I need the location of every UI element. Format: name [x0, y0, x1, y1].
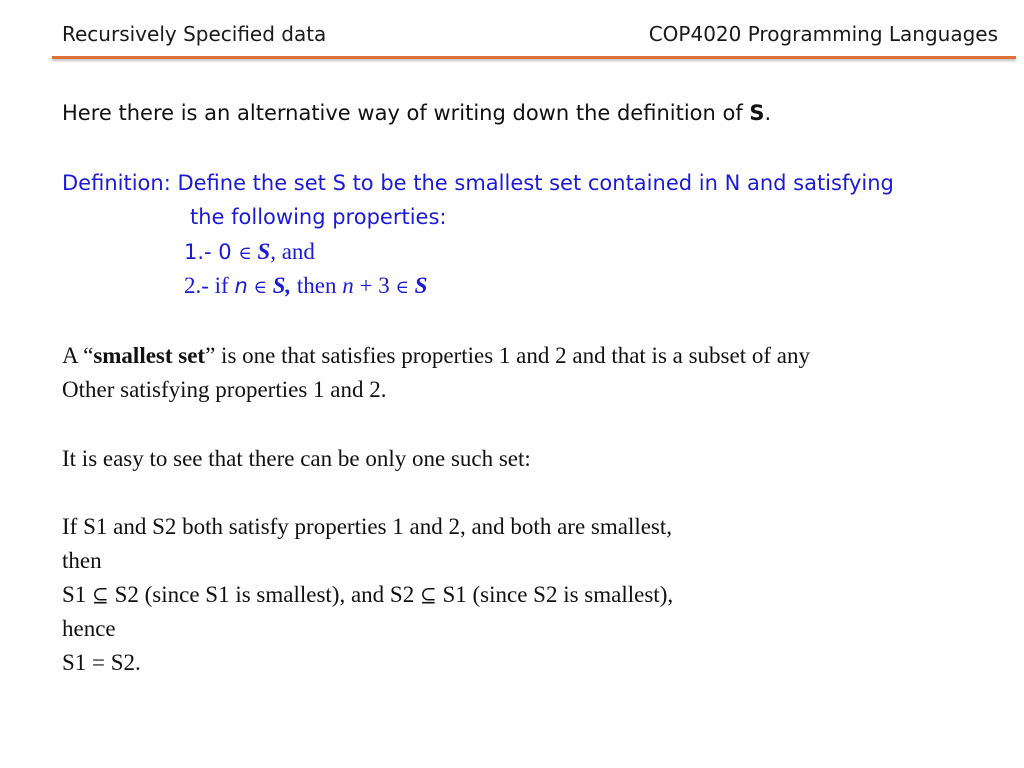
property-2-set: S, [272, 273, 292, 298]
intro-line [62, 101, 771, 125]
intro-text: Here there is an alternative way of writing down the definition of [62, 101, 750, 125]
subset-symbol: ⊆ [419, 585, 437, 607]
proof-line-2: then [62, 548, 102, 573]
uniqueness-claim: It is easy to see that there can be only one such set: [62, 446, 531, 471]
definition-line-1: Definition: Define the set S to be the smallest set contained in N and satisfying [62, 171, 894, 195]
property-1-suffix: , and [270, 239, 315, 264]
property-1 [184, 239, 315, 265]
proof-line-5: S1 = S2. [62, 650, 141, 675]
element-of-symbol: ∈ [395, 277, 409, 297]
element-of-symbol: ∈ [253, 277, 267, 297]
property-2-prefix: 2.- if [184, 273, 235, 298]
property-1-set: S [257, 239, 271, 264]
definition-line-2: the following properties: [190, 205, 447, 229]
property-2 [184, 273, 427, 299]
header-divider [52, 56, 1016, 59]
proof-mid: S2 (since S1 is smallest), and S2 [108, 582, 420, 607]
property-2-plus: + 3 [353, 273, 396, 298]
slide-header-left: Recursively Specified data [62, 22, 327, 46]
slide-header-right: COP4020 Programming Languages [648, 22, 998, 46]
subset-symbol: ⊆ [92, 585, 109, 607]
element-of-symbol: ∈ [238, 243, 252, 263]
intro-set-name: S [749, 101, 765, 125]
smallest-suffix: ” is one that satisfies properties 1 and 2 and that is a subset of any [205, 343, 810, 368]
intro-end: . [764, 101, 772, 125]
property-2-set2: S [414, 273, 428, 298]
proof-line-4: hence [62, 616, 116, 641]
property-2-var: n [234, 274, 248, 298]
property-2-then: then [291, 273, 343, 298]
smallest-prefix: A “ [62, 343, 94, 368]
proof-s1: S1 [62, 582, 93, 607]
property-1-prefix: 1.- 0 [184, 240, 239, 264]
property-2-var2: n [342, 273, 354, 298]
proof-line-1: If S1 and S2 both satisfy properties 1 and 2, and both are smallest, [62, 514, 673, 539]
proof-line-3 [62, 582, 673, 608]
smallest-set-line-2: Other satisfying properties 1 and 2. [62, 377, 387, 402]
smallest-set-line-1 [62, 343, 810, 369]
proof-end: S1 (since S2 is smallest), [436, 582, 674, 607]
smallest-bold: smallest set [93, 343, 206, 368]
